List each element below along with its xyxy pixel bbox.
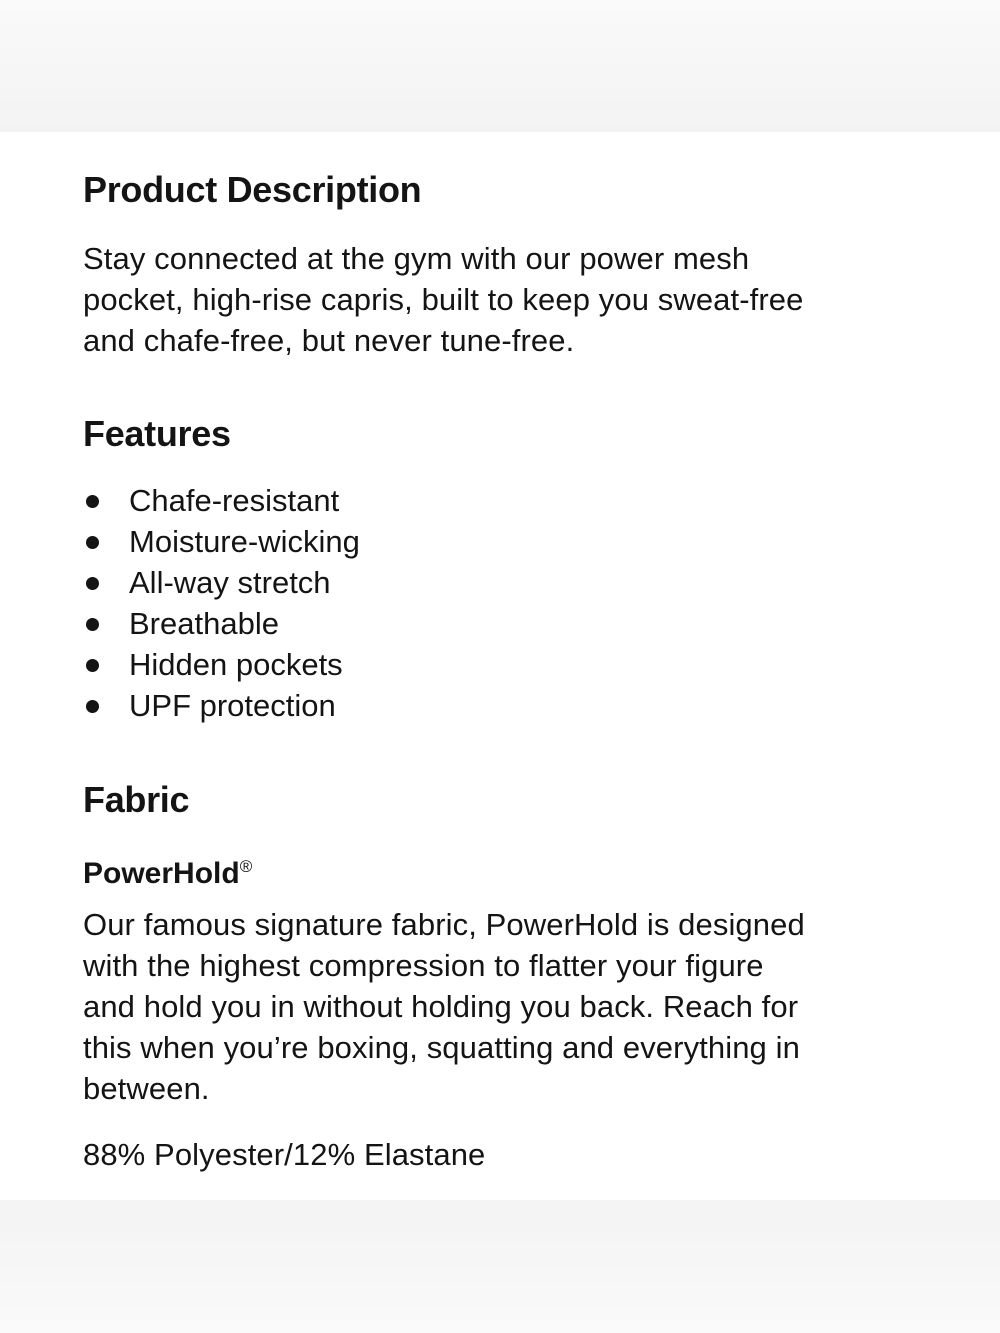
- fabric-line: Our famous signature fabric, PowerHold is designed: [83, 907, 805, 942]
- fabric-line: and hold you in without holding you back. Reach for: [83, 989, 799, 1024]
- feature-item: [83, 562, 360, 603]
- bullet-icon: [86, 495, 99, 508]
- product-description-text: [83, 238, 913, 361]
- bullet-icon: [86, 659, 99, 672]
- bullet-icon: [86, 577, 99, 590]
- fabric-heading: Fabric: [83, 779, 190, 820]
- feature-item: [83, 603, 360, 644]
- description-line: Stay connected at the gym with our power mesh: [83, 241, 750, 276]
- feature-label: Breathable: [129, 606, 279, 641]
- feature-item: [83, 521, 360, 562]
- product-details-card: [83, 132, 963, 1200]
- description-line: pocket, high-rise capris, built to keep you sweat-free: [83, 282, 804, 317]
- fabric-name-text: PowerHold: [83, 857, 240, 890]
- feature-label: Hidden pockets: [129, 647, 343, 682]
- bottom-background-band: [0, 1200, 1000, 1333]
- fabric-line: between.: [83, 1071, 210, 1106]
- fabric-description-text: [83, 904, 913, 1109]
- fabric-line: this when you’re boxing, squatting and everything in: [83, 1030, 800, 1065]
- features-list: [83, 480, 360, 726]
- feature-label: UPF protection: [129, 688, 336, 723]
- feature-label: All-way stretch: [129, 565, 331, 600]
- registered-trademark-symbol: ®: [239, 857, 253, 876]
- features-heading: Features: [83, 413, 231, 454]
- bullet-icon: [86, 618, 99, 631]
- composition-text: 88% Polyester/12% Elastane: [83, 1137, 486, 1172]
- feature-item: [83, 644, 360, 685]
- fabric-name: [83, 849, 252, 892]
- feature-item: [83, 480, 360, 521]
- fabric-composition: [83, 1134, 913, 1175]
- feature-item: [83, 685, 360, 726]
- bullet-icon: [86, 700, 99, 713]
- description-line: and chafe-free, but never tune-free.: [83, 323, 575, 358]
- product-description-heading: Product Description: [83, 169, 422, 210]
- bullet-icon: [86, 536, 99, 549]
- feature-label: Chafe-resistant: [129, 483, 340, 518]
- top-background-band: [0, 0, 1000, 132]
- fabric-line: with the highest compression to flatter your figure: [83, 948, 764, 983]
- feature-label: Moisture-wicking: [129, 524, 360, 559]
